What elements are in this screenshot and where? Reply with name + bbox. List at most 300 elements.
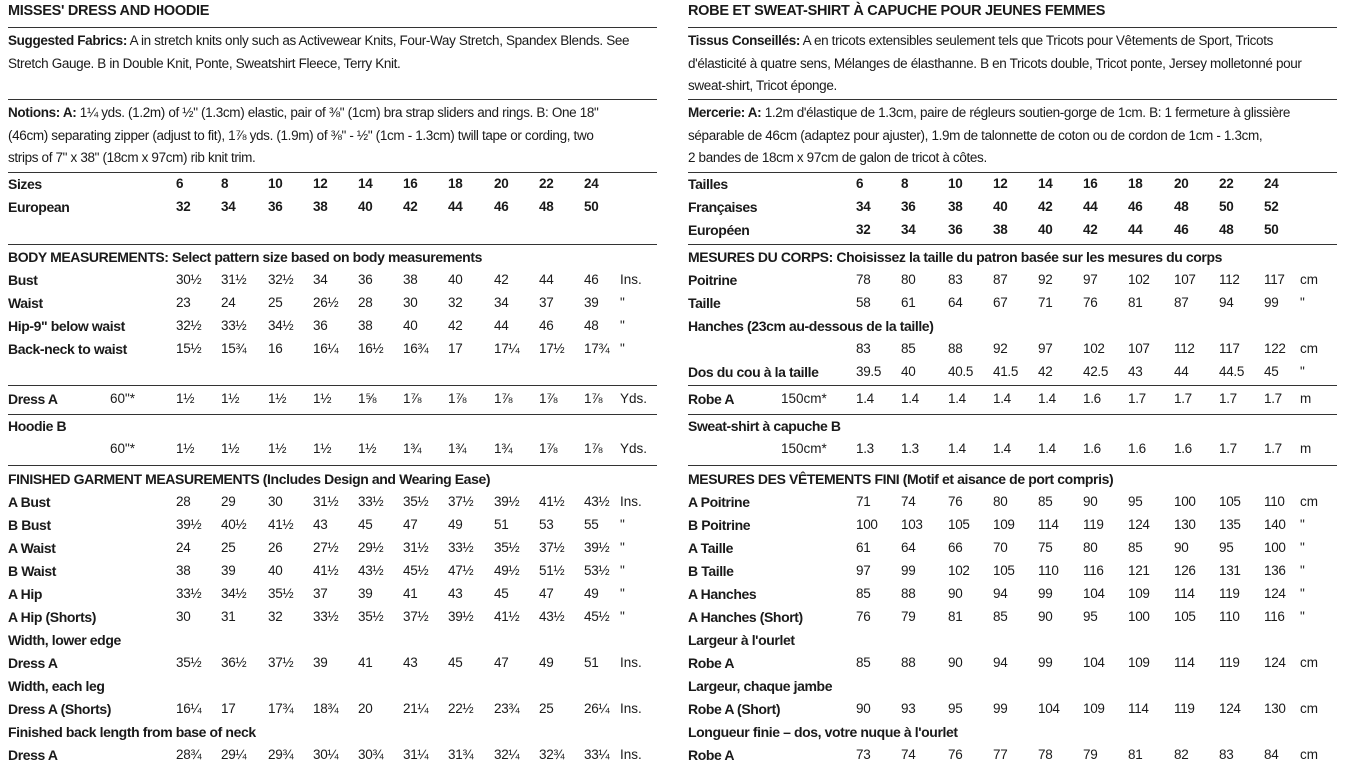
size-value: 1.3: [901, 441, 919, 456]
size-value: 88: [948, 341, 963, 356]
table-row: [688, 295, 1338, 317]
size-value: 87: [1174, 295, 1189, 310]
size-value: 36: [948, 222, 963, 237]
notions-line: (46cm) separating zipper (adjust to fit), 1⅞ yds. (1.9m) of ⅜" - ½" (1cm - 1.3cm) twill tape or cording, two: [8, 127, 594, 143]
size-value: 110: [1219, 609, 1240, 624]
size-value: 24: [176, 540, 191, 555]
table-row: [688, 701, 1338, 723]
size-value: 97: [856, 563, 871, 578]
size-value: 1⅞: [584, 441, 603, 456]
row-label: Robe A (Short): [688, 701, 781, 717]
size-value: 94: [1219, 295, 1234, 310]
fabric-width: 60"*: [110, 391, 136, 406]
size-value: 1½: [176, 441, 195, 456]
size-value: 99: [901, 563, 916, 578]
notions-rule: [8, 99, 657, 100]
size-value: 1.4: [948, 391, 966, 406]
size-value: 31½: [313, 494, 339, 509]
row-label: Européen: [688, 222, 750, 238]
size-value: 51: [494, 517, 509, 532]
notions-paragraph: [8, 102, 658, 170]
size-value: 41: [403, 586, 418, 601]
size-value: 126: [1174, 563, 1196, 578]
size-value: 76: [948, 494, 963, 509]
size-value: 40: [901, 364, 916, 379]
size-value: 46: [584, 272, 599, 287]
size-value: 47: [403, 517, 418, 532]
fabrics-label: Tissus Conseillés:: [688, 33, 800, 48]
table-row: [8, 563, 658, 585]
size-value: 1⅞: [539, 391, 558, 406]
row-label: Hip-9" below waist: [8, 318, 125, 334]
unit-label: Ins.: [620, 272, 642, 287]
section-header: [8, 632, 658, 654]
size-value: 1.6: [1174, 441, 1192, 456]
unit-label: ": [620, 540, 625, 555]
size-value: 140: [1264, 517, 1286, 532]
size-value: 41½: [539, 494, 565, 509]
size-value: 64: [901, 540, 916, 555]
section-header: [8, 678, 658, 700]
row-label: A Waist: [8, 540, 56, 556]
size-value: 30: [403, 295, 418, 310]
size-value: 50: [1264, 222, 1279, 237]
section-header: [688, 471, 1338, 493]
size-value: 14: [358, 176, 373, 191]
size-value: 1.7: [1219, 441, 1237, 456]
row-label: A Hanches: [688, 586, 757, 602]
size-value: 90: [1083, 494, 1098, 509]
size-value: 85: [993, 609, 1008, 624]
section-header-text: Sweat-shirt à capuche B: [688, 418, 841, 434]
notions-label: Notions: A:: [8, 105, 77, 120]
size-value: 124: [1219, 701, 1241, 716]
size-value: 135: [1219, 517, 1241, 532]
size-value: 23¾: [494, 701, 520, 716]
size-value: 44: [539, 272, 554, 287]
size-value: 50: [584, 199, 599, 214]
size-value: 48: [1219, 222, 1234, 237]
size-value: 81: [1128, 747, 1143, 762]
size-value: 104: [1083, 655, 1105, 670]
table-row: [8, 494, 658, 516]
title-rule: [8, 27, 657, 28]
unit-label: m: [1300, 391, 1312, 406]
size-value: 92: [1038, 272, 1053, 287]
unit-label: ": [1300, 364, 1305, 379]
size-value: 32: [448, 295, 463, 310]
size-value: 35½: [268, 586, 294, 601]
table-row: [688, 563, 1338, 585]
size-value: 95: [948, 701, 963, 716]
table-row: [8, 391, 658, 413]
size-value: 50: [1219, 199, 1234, 214]
size-value: 25: [268, 295, 283, 310]
size-value: 35½: [358, 609, 384, 624]
size-value: 28: [358, 295, 373, 310]
section-header: [688, 418, 1338, 440]
size-value: 36: [313, 318, 328, 333]
table-row: [8, 586, 658, 608]
size-value: 112: [1219, 272, 1240, 287]
row-label: Dress A: [8, 655, 58, 671]
size-value: 41½: [313, 563, 339, 578]
unit-label: Ins.: [620, 747, 642, 762]
size-value: 17¾: [584, 341, 610, 356]
size-value: 37: [539, 295, 554, 310]
row-label: Dress A (Shorts): [8, 701, 112, 717]
size-value: 37½: [539, 540, 565, 555]
size-value: 18¾: [313, 701, 339, 716]
size-value: 24: [584, 176, 599, 191]
size-value: 122: [1264, 341, 1286, 356]
size-value: 42: [1038, 364, 1053, 379]
row-label: A Taille: [688, 540, 734, 556]
size-value: 119: [1174, 701, 1195, 716]
size-value: 94: [993, 586, 1008, 601]
size-value: 130: [1264, 701, 1286, 716]
size-value: 39½: [176, 517, 202, 532]
size-value: 39½: [584, 540, 610, 555]
size-value: 18: [1128, 176, 1143, 191]
size-value: 29½: [358, 540, 384, 555]
size-value: 1½: [221, 441, 240, 456]
size-value: 1.6: [1083, 441, 1101, 456]
size-value: 41½: [494, 609, 520, 624]
size-value: 31: [221, 609, 236, 624]
size-value: 1.3: [856, 441, 874, 456]
size-value: 26: [268, 540, 283, 555]
size-value: 17: [221, 701, 236, 716]
size-value: 90: [1038, 609, 1053, 624]
section-header: [688, 678, 1338, 700]
size-value: 97: [1083, 272, 1098, 287]
size-value: 17¼: [494, 341, 520, 356]
size-value: 45½: [403, 563, 429, 578]
size-value: 16¼: [176, 701, 202, 716]
size-value: 1.4: [1038, 441, 1056, 456]
size-value: 36: [358, 272, 373, 287]
row-label: Dos du cou à la taille: [688, 364, 819, 380]
size-value: 53½: [584, 563, 610, 578]
section-header: [688, 249, 1338, 271]
unit-label: ": [1300, 609, 1305, 624]
unit-label: Yds.: [620, 391, 648, 406]
table-row: [688, 441, 1338, 463]
size-value: 114: [1038, 517, 1059, 532]
size-value: 49½: [494, 563, 520, 578]
section-header-text: Longueur finie – dos, votre nuque à l'ourlet: [688, 724, 958, 740]
size-value: 36: [268, 199, 283, 214]
unit-label: ": [1300, 586, 1305, 601]
size-value: 1½: [268, 441, 287, 456]
unit-label: ": [620, 295, 625, 310]
notions-rule: [688, 99, 1337, 100]
unit-label: cm: [1300, 747, 1318, 762]
size-value: 38: [403, 272, 418, 287]
size-value: 17¾: [268, 701, 294, 716]
size-value: 1.6: [1083, 391, 1101, 406]
row-label: Tailles: [688, 176, 728, 192]
size-value: 90: [856, 701, 871, 716]
size-value: 17: [448, 341, 463, 356]
size-value: 1.7: [1174, 391, 1192, 406]
table-row: [688, 341, 1338, 363]
table-row: [8, 701, 658, 723]
size-value: 43½: [358, 563, 384, 578]
size-value: 77: [993, 747, 1008, 762]
size-value: 43: [403, 655, 418, 670]
size-value: 42: [1038, 199, 1053, 214]
size-value: 71: [1038, 295, 1053, 310]
unit-label: ": [620, 318, 625, 333]
table-row: [688, 272, 1338, 294]
notions-line: 2 bandes de 18cm x 97cm de galon de tricot à côtes.: [688, 150, 987, 165]
unit-label: ": [620, 517, 625, 532]
size-value: 90: [1174, 540, 1189, 555]
fabrics-paragraph: [8, 30, 658, 75]
size-value: 114: [1174, 655, 1195, 670]
size-value: 1⅞: [448, 391, 467, 406]
size-value: 41.5: [993, 364, 1019, 379]
size-value: 102: [1083, 341, 1105, 356]
size-value: 37: [313, 586, 328, 601]
unit-label: m: [1300, 441, 1312, 456]
size-value: 12: [993, 176, 1008, 191]
section-header-text: Width, each leg: [8, 678, 105, 694]
size-value: 73: [856, 747, 871, 762]
size-value: 43½: [539, 609, 565, 624]
size-value: 40½: [221, 517, 247, 532]
size-value: 109: [1083, 701, 1105, 716]
size-value: 38: [358, 318, 373, 333]
section-header: [8, 724, 658, 746]
unit-label: Ins.: [620, 655, 642, 670]
size-value: 99: [1264, 295, 1279, 310]
size-value: 34½: [268, 318, 294, 333]
size-value: 99: [1038, 655, 1053, 670]
size-value: 40: [448, 272, 463, 287]
row-label: Sizes: [8, 176, 42, 192]
size-value: 105: [1174, 609, 1196, 624]
size-value: 8: [221, 176, 229, 191]
size-value: 32¾: [539, 747, 565, 762]
section-header-text: BODY MEASUREMENTS: Select pattern size based on body measurements: [8, 249, 482, 265]
table-row: [688, 391, 1338, 413]
size-value: 1.4: [993, 391, 1011, 406]
size-value: 1.7: [1264, 441, 1282, 456]
sizes-rule: [8, 172, 657, 173]
notions-line: 1¼ yds. (1.2m) of ½" (1.3cm) elastic, pair of ⅜" (1cm) bra strap sliders and rings. B: One 18": [76, 105, 599, 120]
notions-line: strips of 7" x 38" (18cm x 97cm) rib knit trim.: [8, 150, 256, 165]
size-value: 110: [1038, 563, 1059, 578]
table-row: [8, 341, 658, 363]
size-value: 37½: [268, 655, 294, 670]
size-value: 29¼: [221, 747, 247, 762]
size-value: 34: [494, 295, 509, 310]
size-value: 31½: [221, 272, 247, 287]
notions-label: Mercerie: A:: [688, 105, 762, 120]
size-value: 95: [1219, 540, 1234, 555]
size-value: 1⅞: [584, 391, 603, 406]
size-value: 22: [539, 176, 554, 191]
size-value: 46: [1174, 222, 1189, 237]
size-value: 110: [1264, 494, 1285, 509]
table-row: [8, 318, 658, 340]
section-header: [688, 318, 1338, 340]
row-label: B Poitrine: [688, 517, 751, 533]
size-value: 33½: [313, 609, 339, 624]
row-label: A Poitrine: [688, 494, 750, 510]
section-header: [8, 471, 658, 493]
size-value: 1⅞: [403, 391, 422, 406]
section-header-text: FINISHED GARMENT MEASUREMENTS (Includes Design and Wearing Ease): [8, 471, 491, 487]
size-value: 24: [221, 295, 236, 310]
size-value: 81: [948, 609, 963, 624]
size-value: 10: [268, 176, 283, 191]
size-value: 6: [856, 176, 864, 191]
section-header-text: Largeur, chaque jambe: [688, 678, 833, 694]
unit-label: ": [1300, 517, 1305, 532]
size-value: 18: [448, 176, 463, 191]
size-value: 39½: [448, 609, 474, 624]
size-value: 103: [901, 517, 923, 532]
size-value: 79: [901, 609, 916, 624]
size-value: 76: [1083, 295, 1098, 310]
size-value: 30: [268, 494, 283, 509]
table-row: [688, 747, 1338, 769]
table-row: [8, 295, 658, 317]
size-value: 33½: [448, 540, 474, 555]
size-value: 42: [448, 318, 463, 333]
size-value: 32½: [176, 318, 202, 333]
table-row: [8, 517, 658, 539]
size-value: 66: [948, 540, 963, 555]
size-value: 1.4: [948, 441, 966, 456]
table-row: [688, 655, 1338, 677]
section-header-text: Finished back length from base of neck: [8, 724, 256, 740]
size-value: 117: [1219, 341, 1240, 356]
size-value: 119: [1219, 586, 1240, 601]
size-value: 90: [948, 586, 963, 601]
size-value: 32: [856, 222, 871, 237]
size-value: 49: [539, 655, 554, 670]
size-value: 52: [1264, 199, 1279, 214]
size-value: 30: [176, 609, 191, 624]
size-value: 80: [1083, 540, 1098, 555]
size-value: 40.5: [948, 364, 974, 379]
size-value: 92: [993, 341, 1008, 356]
table-row: [688, 540, 1338, 562]
english-column: [8, 0, 668, 773]
french-title: ROBE ET SWEAT-SHIRT À CAPUCHE POUR JEUNES FEMMES: [688, 3, 1106, 19]
size-value: 83: [856, 341, 871, 356]
size-value: 130: [1174, 517, 1196, 532]
size-value: 21¼: [403, 701, 429, 716]
size-value: 105: [993, 563, 1015, 578]
row-label: B Taille: [688, 563, 734, 579]
size-value: 53: [539, 517, 554, 532]
size-value: 49: [448, 517, 463, 532]
size-value: 1¾: [448, 441, 467, 456]
row-label: Robe A: [688, 747, 735, 763]
size-value: 46: [1128, 199, 1143, 214]
row-label: A Hip: [8, 586, 43, 602]
row-label: Dress A: [8, 747, 58, 763]
size-value: 1½: [358, 441, 377, 456]
unit-label: ": [620, 586, 625, 601]
size-value: 90: [948, 655, 963, 670]
size-value: 28¾: [176, 747, 202, 762]
size-value: 95: [1128, 494, 1143, 509]
size-value: 8: [901, 176, 909, 191]
size-value: 25: [221, 540, 236, 555]
unit-label: ": [1300, 563, 1305, 578]
size-value: 43: [313, 517, 328, 532]
french-column: [688, 0, 1348, 773]
size-value: 35½: [176, 655, 202, 670]
size-value: 109: [993, 517, 1015, 532]
size-value: 34: [313, 272, 328, 287]
row-label: Dress A: [8, 391, 58, 407]
table-row: [8, 441, 658, 463]
size-value: 1.4: [993, 441, 1011, 456]
size-value: 1½: [313, 441, 332, 456]
size-value: 31¼: [403, 747, 429, 762]
size-value: 45: [1264, 364, 1279, 379]
size-value: 81: [1128, 295, 1143, 310]
size-value: 37½: [448, 494, 474, 509]
row-label: Poitrine: [688, 272, 737, 288]
size-value: 44: [1174, 364, 1189, 379]
row-label: Françaises: [688, 199, 758, 215]
row-label: B Waist: [8, 563, 57, 579]
notions-line: séparable de 46cm (adaptez pour ajuster), 1.9m de talonnette de coton ou de cordon de 1cm - 1.3cm,: [688, 127, 1263, 143]
size-value: 107: [1128, 341, 1150, 356]
size-value: 46: [494, 199, 509, 214]
size-value: 124: [1264, 655, 1286, 670]
size-value: 47: [539, 586, 554, 601]
size-value: 1½: [313, 391, 332, 406]
table-row: [688, 586, 1338, 608]
size-value: 16: [268, 341, 283, 356]
size-value: 33¼: [584, 747, 610, 762]
fabric-width: 150cm*: [781, 391, 827, 406]
table-row: [688, 176, 1338, 198]
size-value: 32: [176, 199, 191, 214]
fabrics-line: sweat-shirt, Tricot éponge.: [688, 78, 837, 93]
size-value: 99: [993, 701, 1008, 716]
section-header: [8, 418, 658, 440]
size-value: 33½: [176, 586, 202, 601]
section-rule: [688, 385, 1337, 386]
size-value: 41½: [268, 517, 294, 532]
unit-label: Yds.: [620, 441, 648, 456]
size-value: 16: [403, 176, 418, 191]
size-value: 42.5: [1083, 364, 1109, 379]
size-value: 28: [176, 494, 191, 509]
size-value: 100: [1174, 494, 1196, 509]
size-value: 48: [539, 199, 554, 214]
notions-line: 1.2m d'élastique de 1.3cm, paire de régleurs soutien-gorge de 1cm. B: 1 fermeture à glissière: [761, 105, 1291, 120]
size-value: 17½: [539, 341, 565, 356]
size-value: 1½: [176, 391, 195, 406]
size-value: 43½: [584, 494, 610, 509]
fabrics-label: Suggested Fabrics:: [8, 33, 127, 48]
size-value: 38: [313, 199, 328, 214]
unit-label: cm: [1300, 655, 1318, 670]
size-value: 40: [358, 199, 373, 214]
